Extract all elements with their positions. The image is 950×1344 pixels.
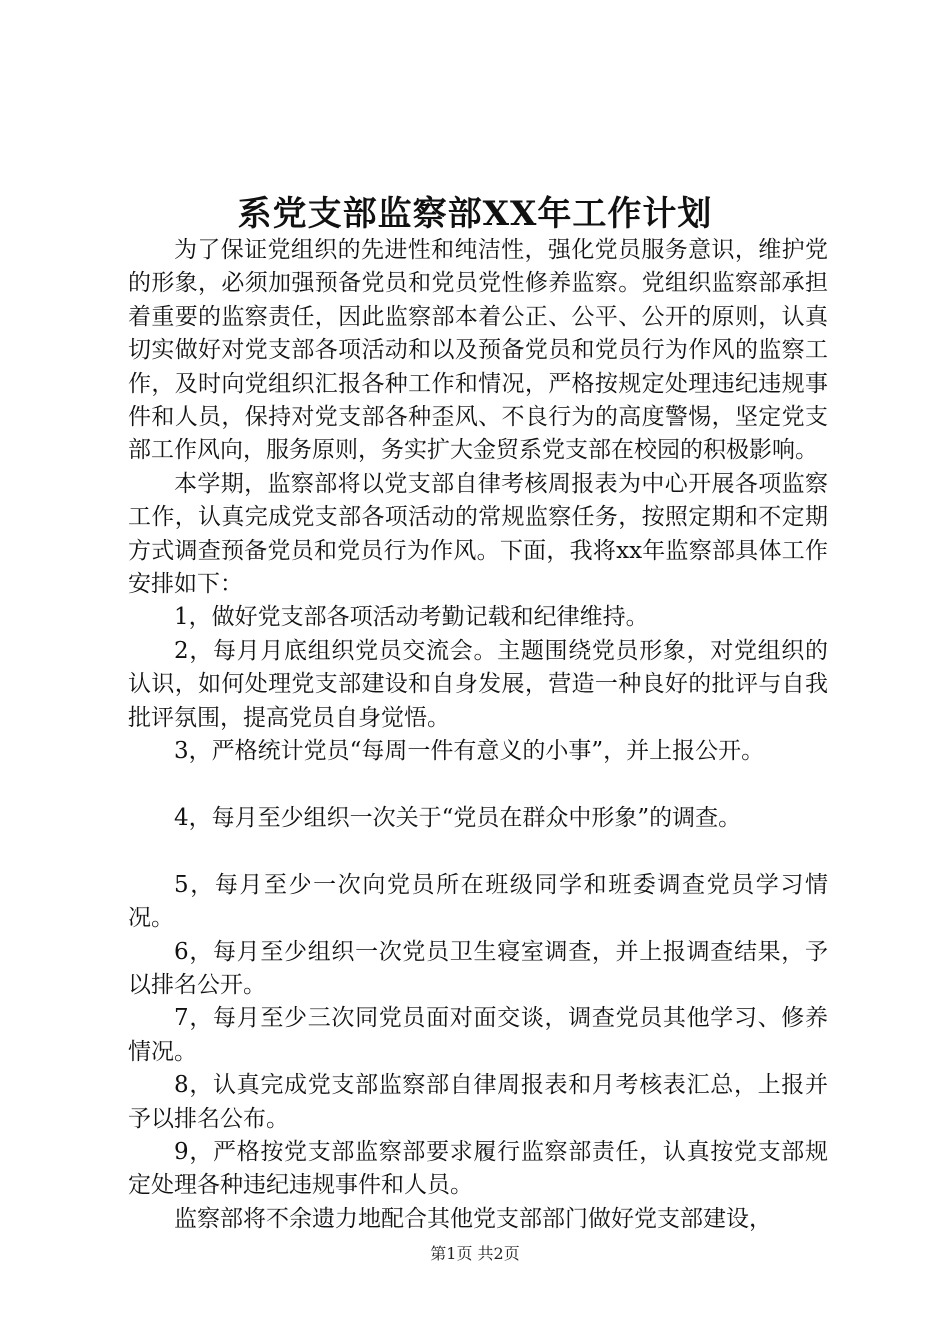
plan-item-8: 8，认真完成党支部监察部自律周报表和月考核表汇总，上报并予以排名公布。 — [128, 1072, 828, 1132]
plan-item-1: 1，做好党支部各项活动考勤记载和纪律维持。 — [174, 604, 649, 631]
paragraph-closing: 监察部将不余遗力地配合其他党支部部门做好党支部建设， — [174, 1205, 772, 1232]
paragraph-semester: 本学期，监察部将以党支部自律考核周报表为中心开展各项监察工作，认真完成党支部各项活动的常规监察任务，按照定期和不定期方式调查预备党员和党员行为作风。下面，我将xx年监察部具体工作安排如下： — [128, 470, 828, 598]
page-footer: 第1页 共2页 — [430, 1244, 520, 1263]
document-title: 系党支部监察部XX年工作计划 — [237, 194, 713, 234]
plan-item-5: 5，每月至少一次向党员所在班级同学和班委调查党员学习情况。 — [128, 871, 828, 932]
plan-item-2: 2，每月月底组织党员交流会。主题围绕党员形象，对党组织的认识，如何处理党支部建设和自身发展，营造一种良好的批评与自我批评氛围，提高党员自身觉悟。 — [128, 637, 828, 731]
plan-item-3: 3，严格统计党员“每周一件有意义的小事”，并上报公开。 — [174, 738, 765, 765]
document-body — [128, 234, 828, 1236]
plan-item-4: 4，每月至少组织一次关于“党员在群众中形象”的调查。 — [174, 804, 742, 831]
plan-item-6: 6，每月至少组织一次党员卫生寝室调查，并上报调查结果，予以排名公开。 — [128, 938, 828, 998]
plan-item-9: 9，严格按党支部监察部要求履行监察部责任，认真按党支部规定处理各种违纪违规事件和人员。 — [128, 1138, 828, 1199]
paragraph-intro: 为了保证党组织的先进性和纯洁性，强化党员服务意识，维护党的形象，必须加强预备党员和党员党性修养监察。党组织监察部承担着重要的监察责任，因此监察部本着公正、公平、公开的原则，认真切实做好对党支部各项活动和以及预备党员和党员行为作风的监察工作，及时向党组织汇报各种工作和情况，严格按规定处理违纪违规事件和人员，保持对党支部各种歪风、不良行为的高度警惕，坚定党支部工作风向，服务原则，务实扩大金贸系党支部在校园的积极影响。 — [128, 237, 828, 464]
plan-item-7: 7，每月至少三次同党员面对面交谈，调查党员其他学习、修养情况。 — [128, 1005, 828, 1065]
